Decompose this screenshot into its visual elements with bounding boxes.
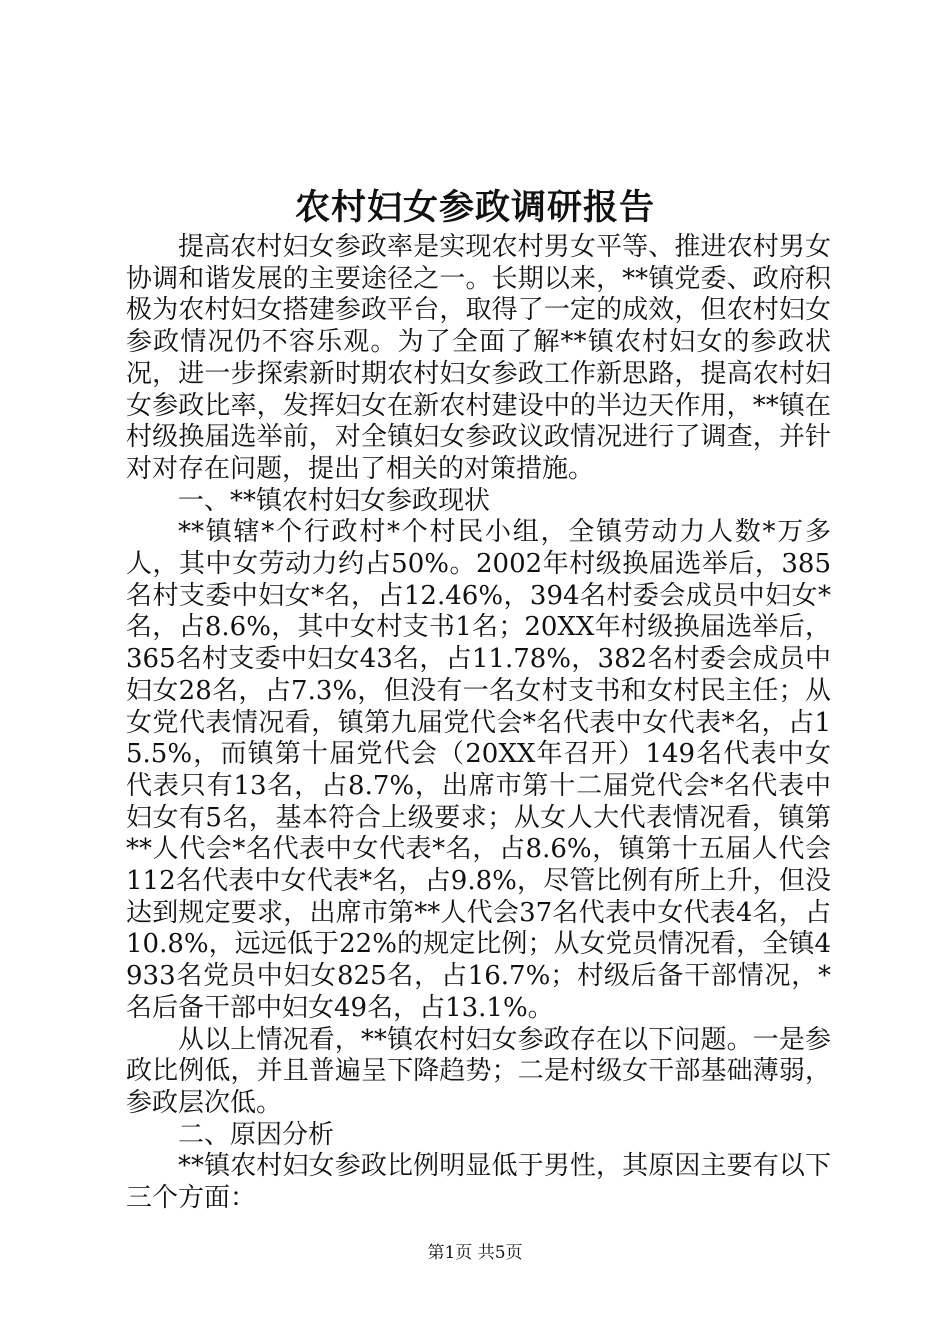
- paragraph-intro: 提高农村妇女参政率是实现农村男女平等、推进农村男女协调和谐发展的主要途径之一。长期以来，**镇党委、政府积极为农村妇女搭建参政平台，取得了一定的成效，但农村妇女参政情况仍不容乐观。为了全面了解**镇农村妇女的参政状况，进一步探索新时期农村妇女参政工作新思路，提高农村妇女参政比率，发挥妇女在新农村建设中的半边天作用，**镇在村级换届选举前，对全镇妇女参政议政情况进行了调查，并针对对存在问题，提出了相关的对策措施。: [126, 232, 831, 484]
- document-body: [126, 232, 831, 1215]
- section-heading-analysis: 二、原因分析: [178, 1119, 335, 1150]
- section-heading-status: 一、**镇农村妇女参政现状: [178, 485, 491, 516]
- document-title: 农村妇女参政调研报告: [294, 187, 655, 228]
- paragraph-problems: 从以上情况看，**镇农村妇女参政存在以下问题。一是参政比例低，并且普遍呈下降趋势；二是村级女干部基础薄弱，参政层次低。: [126, 1024, 831, 1118]
- paragraph-analysis: **镇农村妇女参政比例明显低于男性，其原因主要有以下三个方面：: [126, 1151, 831, 1214]
- page-number: 第1页 共5页: [427, 1243, 523, 1263]
- paragraph-status: **镇辖*个行政村*个村民小组，全镇劳动力人数*万多人，其中女劳动力约占50%。2002年村级换届选举后，385名村支委中妇女*名，占12.46%，394名村委会成员中妇女*名，占8.6%，其中女村支书1名；20XX年村级换届选举后，365名村支委中妇女43名，占11.78%，382名村委会成员中妇女28名，占7.3%，但没有一名女村支书和女村民主任；从女党代表情况看，镇第九届党代会*名代表中女代表*名，占15.5%，而镇第十届党代会（20XX年召开）149名代表中女代表只有13名，占8.7%，出席市第十二届党代会*名代表中妇女有5名，基本符合上级要求；从女人大代表情况看，镇第**人代会*名代表中女代表*名，占8.6%，镇第十五届人代会112名代表中女代表*名，占9.8%，尽管比例有所上升，但没达到规定要求，出席市第**人代会37名代表中女代表4名，占10.8%，远远低于22%的规定比例；从女党员情况看，全镇4933名党员中妇女825名，占16.7%；村级后备干部情况，*名后备干部中妇女49名，占13.1%。: [126, 517, 831, 1023]
